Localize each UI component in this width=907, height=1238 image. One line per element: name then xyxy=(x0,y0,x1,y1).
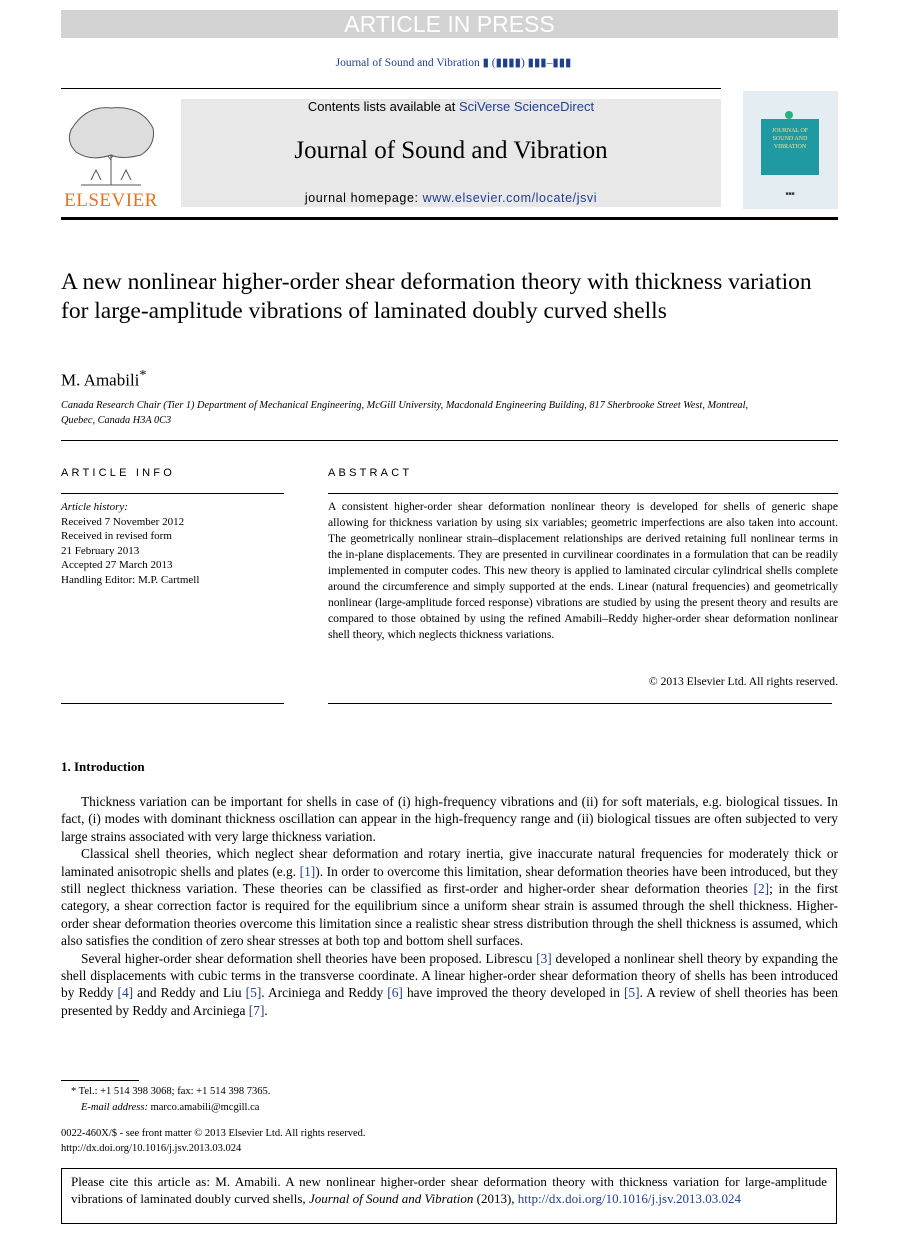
citation-link[interactable]: [6] xyxy=(387,985,403,1001)
cover-publisher-logo-icon: ■■■ xyxy=(785,192,795,197)
publisher-name: ELSEVIER xyxy=(64,190,158,211)
cite-prefix: Please cite this article as: M. Amabili. A new nonlinear higher-order shear deformation theory with thickness variation for large-amplitude vibrations of laminated doubly curved shells, xyxy=(71,1174,827,1206)
email-label: E-mail address: xyxy=(81,1101,151,1113)
author-name: M. Amabili xyxy=(61,370,140,390)
author-affiliation: Canada Research Chair (Tier 1) Department of Mechanical Engineering, McGill University, Macdonald Engineering Building, 817 Sherbrooke Street West, Montreal, Quebec, Canada H3A 0C3 xyxy=(61,400,749,426)
article-in-press-banner: ARTICLE IN PRESS xyxy=(61,10,838,38)
author-line xyxy=(61,367,146,391)
journal-cover xyxy=(743,91,838,209)
text: ). In order to overcome this limitation, shear deformation theories have been introduced, but they still neglect thickness variation. These theories can be classified as first-order and higher-order shear deformation theories xyxy=(61,863,838,897)
homepage-prefix: journal homepage: xyxy=(304,191,423,205)
citation-link[interactable]: [5] xyxy=(245,985,262,1001)
citation-link[interactable]: [2] xyxy=(753,881,770,897)
cite-year: (2013), xyxy=(473,1190,518,1206)
affiliation-rule xyxy=(61,440,838,441)
handling-editor: Handling Editor: M.P. Cartmell xyxy=(61,573,200,586)
text: and Reddy and Liu xyxy=(133,985,246,1001)
text: developed a nonlinear shell theory by expanding the shell displacements with cubic terms in the transverse coordinate. A linear higher-order shear deformation theory of shells has been introduced by Reddy xyxy=(61,950,838,1001)
received-date: Received 7 November 2012 xyxy=(61,515,185,528)
header-bottom-rule xyxy=(61,217,838,220)
cover-emblem-icon xyxy=(785,111,793,119)
abstract-copyright: © 2013 Elsevier Ltd. All rights reserved. xyxy=(648,675,838,688)
text: Classical shell theories, which neglect shear deformation and rotary inertia, give inaccurate natural frequencies for moderately thick or laminated anisotropic shells and plates (e.g. xyxy=(61,846,838,879)
author-footnote-mark[interactable]: * xyxy=(139,367,147,383)
revised-date: 21 February 2013 xyxy=(61,544,140,557)
text: . Arciniega and Reddy xyxy=(261,985,388,1001)
article-history xyxy=(61,500,199,587)
accepted-date: Accepted 27 March 2013 xyxy=(61,559,173,571)
article-info-bottom-rule xyxy=(61,703,284,704)
doi-link[interactable]: http://dx.doi.org/10.1016/j.jsv.2013.03.024 xyxy=(61,1143,242,1154)
abstract-heading: ABSTRACT xyxy=(328,467,413,479)
revised-label: Received in revised form xyxy=(61,530,172,542)
footnote-email-line xyxy=(61,1100,270,1116)
intro-paragraph-1: Thickness variation can be important for shells in case of (i) high-frequency vibrations and (ii) for soft materials, e.g. biological tissues. In fact, (i) modes with dominant thickness oscillation can appear in the high-frequency range and (ii) biological tissues are often subjected to very large strains associated with very large thickness variation. xyxy=(61,794,838,844)
citation-link[interactable]: [4] xyxy=(117,985,134,1001)
cite-journal: Journal of Sound and Vibration xyxy=(308,1190,474,1206)
history-label: Article history: xyxy=(61,501,128,513)
citation-link[interactable]: [3] xyxy=(536,950,552,966)
text: . A review of shell theories has been presented by Reddy and Arciniega xyxy=(61,985,838,1018)
abstract-rule xyxy=(328,493,838,494)
sciencedirect-link[interactable]: SciVerse ScienceDirect xyxy=(458,99,595,114)
footnote-rule xyxy=(61,1080,139,1081)
citation-link[interactable]: [1] xyxy=(299,863,316,879)
header-top-rule xyxy=(61,88,721,89)
contents-prefix: Contents lists available at xyxy=(307,99,459,114)
intro-paragraph-3 xyxy=(61,950,838,1020)
journal-title: Journal of Sound and Vibration xyxy=(294,137,608,164)
cover-title: JOURNAL OF SOUND AND VIBRATION xyxy=(761,119,819,175)
journal-reference[interactable]: Journal of Sound and Vibration ▮ (▮▮▮▮) ▮▮▮–▮▮▮ xyxy=(335,57,572,69)
cite-doi-link[interactable]: http://dx.doi.org/10.1016/j.jsv.2013.03.024 xyxy=(517,1190,741,1206)
article-title: A new nonlinear higher-order shear deformation theory with thickness variation for large-amplitude vibrations of laminated doubly curved shells xyxy=(61,269,812,324)
text: . xyxy=(264,1002,268,1018)
text: Several higher-order shear deformation shell theories have been proposed. Librescu xyxy=(81,950,537,966)
issn-block xyxy=(61,1126,366,1156)
email-link[interactable]: marco.amabili@mcgill.ca xyxy=(150,1101,260,1113)
footnote-tel: * Tel.: +1 514 398 3068; fax: +1 514 398 7365. xyxy=(71,1086,271,1097)
introduction-heading: 1. Introduction xyxy=(61,759,145,774)
abstract-text: A consistent higher-order shear deformation nonlinear theory is developed for shells of generic shape allowing for thickness variation by using six variables; geometric imperfections are also taken into account. The geometrically nonlinear strain–displacement relationships are derived retaining full nonlinear terms in the in-plane displacements. They are presented in curvilinear coordinates in a formulation that can be readily implemented in computer codes. This new theory is applied to laminated circular cylindrical shells complete around the circumference and simply supported at the ends. Linear (natural frequencies) and geometrically nonlinear (large-amplitude forced response) vibrations are studied by using the present theory and results are compared to those obtained by using the refined Amabili–Reddy higher-order shear deformation nonlinear shell theory, which neglects thickness variations. xyxy=(328,500,838,641)
text: have improved the theory developed in xyxy=(402,985,624,1001)
introduction-body xyxy=(61,793,838,1019)
contents-line xyxy=(181,99,721,114)
article-info-rule xyxy=(61,493,284,494)
issn-line: 0022-460X/$ - see front matter © 2013 Elsevier Ltd. All rights reserved. xyxy=(61,1128,366,1139)
citation-link[interactable]: [5] xyxy=(623,985,640,1001)
citation-box xyxy=(61,1168,837,1224)
citation-link[interactable]: [7] xyxy=(248,1002,265,1018)
homepage-link[interactable]: www.elsevier.com/locate/jsvi xyxy=(422,191,598,205)
homepage-line xyxy=(181,191,721,205)
article-info-heading: ARTICLE INFO xyxy=(61,467,175,479)
abstract-bottom-rule xyxy=(328,703,832,704)
text: ; in the first category, a shear correction factor is required for the equilibrium since a uniform shear strain is assumed through the shell thickness. Higher-order shear deformation theories overcome this limitation since a realistic shear stress distribution through the shell thickness is assumed, which also satisfies the condition of zero shear stresses at both top and bottom shell surfaces. xyxy=(61,881,838,949)
author-footnote xyxy=(61,1084,270,1115)
intro-paragraph-2 xyxy=(61,845,838,949)
